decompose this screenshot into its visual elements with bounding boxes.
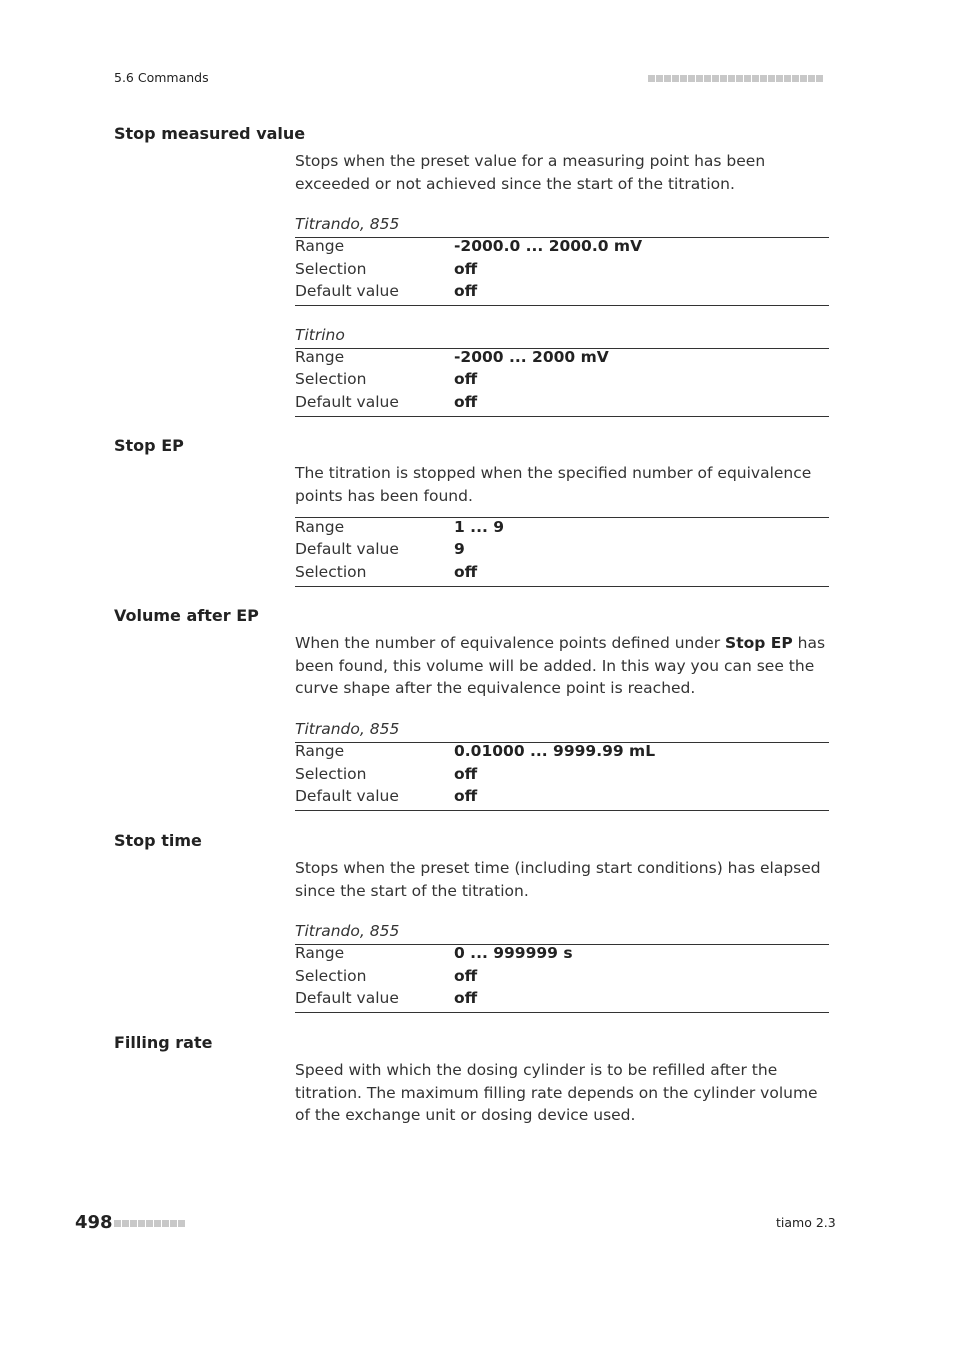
row-value: off (454, 967, 478, 985)
row-value: off (454, 282, 478, 300)
row-label: Selection (295, 370, 367, 388)
table-caption: Titrino (295, 326, 345, 344)
section-description (295, 632, 835, 700)
row-label: Default value (295, 787, 399, 805)
table-row (295, 393, 829, 416)
row-label: Default value (295, 989, 399, 1007)
page-number: 498 (75, 1212, 113, 1233)
section-heading-stop-ep: Stop EP (114, 436, 184, 455)
section-heading-volume-after-ep: Volume after EP (114, 606, 259, 625)
row-label: Default value (295, 540, 399, 558)
row-value: 0 ... 999999 s (454, 944, 573, 962)
row-value: 1 ... 9 (454, 518, 505, 536)
section-heading-stop-measured-value: Stop measured value (114, 124, 306, 143)
row-value: 0.01000 ... 9999.99 mL (454, 742, 656, 760)
table-row (295, 540, 829, 563)
section-description: The titration is stopped when the specified number of equivalence points has been found. (295, 464, 812, 505)
row-label: Selection (295, 563, 367, 581)
table-rule (295, 1012, 829, 1013)
row-label: Selection (295, 260, 367, 278)
table-rule (295, 810, 829, 811)
row-value: off (454, 765, 478, 783)
footer-product: tiamo 2.3 (776, 1215, 836, 1230)
table-row (295, 787, 829, 810)
row-value: off (454, 393, 478, 411)
row-label: Range (295, 518, 345, 536)
description-text: has been found, this volume will be added. In this way you can see the curve shape after the equivalence point is reached. (295, 634, 826, 697)
row-label: Range (295, 742, 345, 760)
table-caption: Titrando, 855 (295, 215, 400, 233)
row-value: off (454, 989, 478, 1007)
footer-decoration (114, 1220, 185, 1227)
row-label: Range (295, 237, 345, 255)
row-value: off (454, 787, 478, 805)
section-description: Stops when the preset value for a measuring point has been exceeded or not achieved since the start of the titration. (295, 152, 766, 193)
row-value: 9 (454, 540, 465, 558)
row-value: -2000.0 ... 2000.0 mV (454, 237, 643, 255)
section-heading-filling-rate: Filling rate (114, 1033, 213, 1052)
table-rule (295, 305, 829, 306)
section-heading-stop-time: Stop time (114, 831, 202, 850)
table-caption: Titrando, 855 (295, 720, 400, 738)
table-row (295, 967, 829, 990)
header-decoration (648, 75, 823, 82)
table-rule (295, 416, 829, 417)
table-row (295, 518, 829, 541)
row-value: -2000 ... 2000 mV (454, 348, 609, 366)
table-row (295, 742, 829, 765)
row-label: Range (295, 348, 345, 366)
row-label: Default value (295, 282, 399, 300)
row-label: Selection (295, 765, 367, 783)
section-description: Speed with which the dosing cylinder is to be refilled after the titration. The maximum filling rate depends on the cylinder volume of the exchange unit or dosing device used. (295, 1061, 818, 1124)
description-bold-term: Stop EP (725, 634, 793, 652)
table-row (295, 282, 829, 305)
table-caption: Titrando, 855 (295, 922, 400, 940)
section-description: Stops when the preset time (including start conditions) has elapsed since the start of the titration. (295, 859, 821, 900)
table-row (295, 765, 829, 788)
row-value: off (454, 370, 478, 388)
running-header: 5.6 Commands (114, 70, 209, 85)
table-row (295, 348, 829, 371)
row-label: Selection (295, 967, 367, 985)
row-value: off (454, 260, 478, 278)
row-value: off (454, 563, 478, 581)
table-row (295, 370, 829, 393)
table-row (295, 237, 829, 260)
table-row (295, 260, 829, 283)
table-rule (295, 586, 829, 587)
row-label: Range (295, 944, 345, 962)
table-row (295, 944, 829, 967)
table-row (295, 563, 829, 586)
description-text: When the number of equivalence points defined under (295, 634, 726, 652)
table-row (295, 989, 829, 1012)
row-label: Default value (295, 393, 399, 411)
